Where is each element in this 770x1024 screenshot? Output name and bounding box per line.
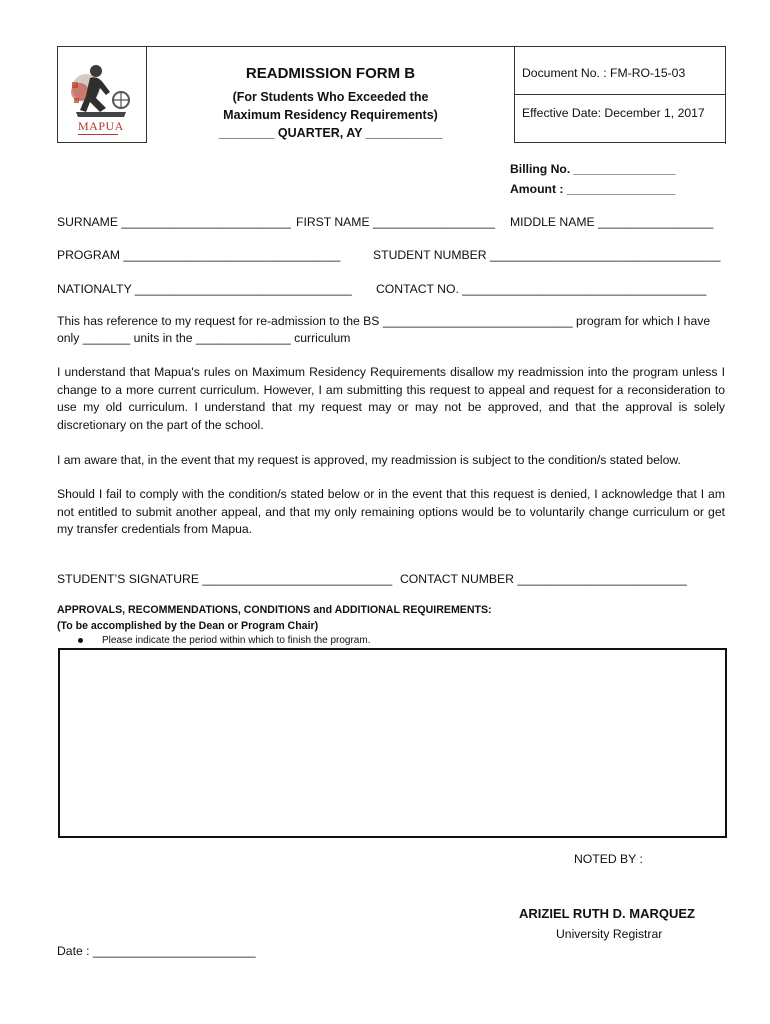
- header-border-bottom-left: [57, 142, 147, 143]
- contact-number-field[interactable]: CONTACT NUMBER _________________________: [400, 572, 687, 586]
- acknowledgement-paragraph: Should I fail to comply with the condition/s stated below or in the event that this request is denied, I acknowledge that I am not entitled to submit another appeal, and that my only remaining options would be to voluntarily change curriculum or get my transfer credentials from Mapua.: [57, 487, 725, 537]
- student-number-field[interactable]: STUDENT NUMBER __________________________________: [373, 248, 721, 262]
- billing-number-field[interactable]: Billing No. _______________: [510, 162, 676, 176]
- request-line-1[interactable]: This has reference to my request for re-admission to the BS ____________________________ program for which I have: [57, 314, 711, 328]
- date-field[interactable]: Date : ________________________: [57, 944, 256, 958]
- first-name-field[interactable]: FIRST NAME __________________: [296, 215, 495, 229]
- approval-bullet-text: Please indicate the period within which to finish the program.: [102, 635, 371, 646]
- form-subtitle-2: Maximum Residency Requirements): [223, 108, 438, 122]
- mapua-logo: [66, 62, 136, 138]
- quarter-ay-field[interactable]: ________ QUARTER, AY ___________: [218, 126, 443, 140]
- residency-paragraph: I understand that Mapua's rules on Maximum Residency Requirements disallow my readmission into the program unless I change to a more current curriculum. However, I am submitting this request to appeal and request for a reconsideration to use my old curriculum. I understand that my request may or may not be approved, and that the approval is solely discretionary on the part of the school.: [57, 365, 725, 432]
- logo-text: MAPUA: [78, 119, 124, 133]
- noted-by-label: NOTED BY :: [574, 852, 643, 866]
- header-border-bottom-right: [514, 142, 725, 143]
- middle-name-field[interactable]: MIDDLE NAME _________________: [510, 215, 714, 229]
- student-signature-field[interactable]: STUDENT’S SIGNATURE ____________________________: [57, 572, 393, 586]
- form-subtitle-1: (For Students Who Exceeded the: [232, 90, 429, 104]
- approvals-subheading: (To be accomplished by the Dean or Program Chair): [57, 620, 319, 632]
- bullet-icon: [78, 638, 83, 643]
- logo-underline: [78, 134, 118, 135]
- nationality-field[interactable]: NATIONALTY ________________________________: [57, 282, 352, 296]
- registrar-name: ARIZIEL RUTH D. MARQUEZ: [519, 906, 695, 921]
- approvals-comment-box[interactable]: [58, 648, 727, 838]
- document-number: Document No. : FM-RO-15-03: [522, 66, 686, 80]
- request-line-2[interactable]: only _______ units in the ______________ curriculum: [57, 331, 351, 345]
- mapua-seal-icon: [66, 62, 136, 120]
- form-title: READMISSION FORM B: [245, 65, 416, 82]
- header-divider-horizontal: [514, 94, 725, 95]
- effective-date: Effective Date: December 1, 2017: [522, 106, 705, 120]
- contact-no-field[interactable]: CONTACT NO. ____________________________________: [376, 282, 707, 296]
- awareness-paragraph: I am aware that, in the event that my request is approved, my readmission is subject to the condition/s stated below.: [57, 453, 681, 467]
- approvals-heading: APPROVALS, RECOMMENDATIONS, CONDITIONS and ADDITIONAL REQUIREMENTS:: [57, 604, 492, 616]
- registrar-title: University Registrar: [556, 927, 663, 941]
- program-field[interactable]: PROGRAM ________________________________: [57, 248, 341, 262]
- amount-field[interactable]: Amount : ________________: [510, 182, 676, 196]
- surname-field[interactable]: SURNAME _________________________: [57, 215, 291, 229]
